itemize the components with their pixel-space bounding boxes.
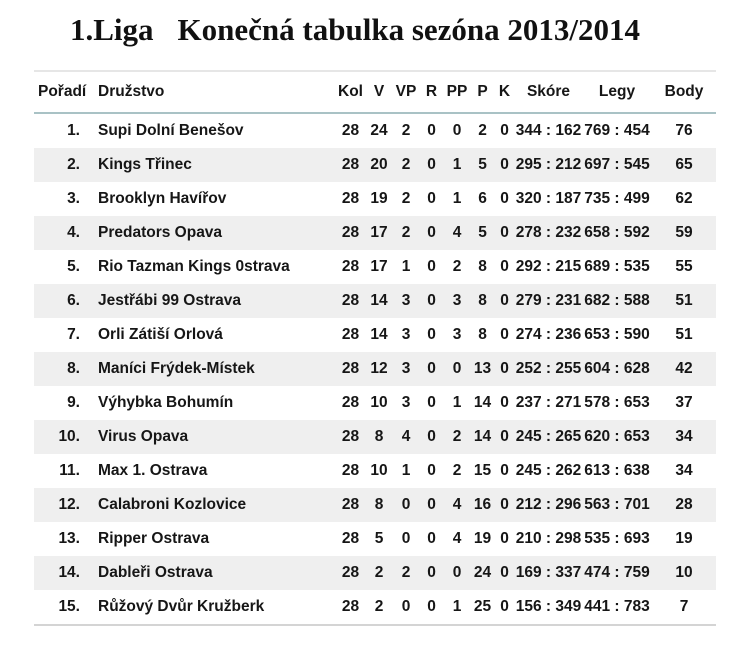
cell-body: 28 bbox=[675, 496, 693, 513]
cell-skore: 212 : 296 bbox=[515, 496, 582, 513]
cell-pp: 1 bbox=[452, 394, 462, 411]
cell-legy: 563 : 701 bbox=[584, 496, 650, 513]
page-title-league: 1.Liga bbox=[70, 12, 154, 47]
cell-rank: 15. bbox=[58, 598, 80, 615]
cell-pp: 0 bbox=[452, 360, 462, 377]
cell-body: 51 bbox=[675, 292, 693, 309]
cell-kol: 28 bbox=[341, 564, 360, 581]
cell-p: 24 bbox=[473, 564, 492, 581]
cell-k: 0 bbox=[500, 326, 509, 343]
cell-team: Calabroni Kozlovice bbox=[98, 496, 247, 513]
cell-r: 0 bbox=[427, 564, 436, 581]
cell-kol: 28 bbox=[341, 190, 360, 207]
cell-skore: 295 : 212 bbox=[515, 156, 582, 173]
table-row bbox=[34, 182, 716, 216]
cell-body: 34 bbox=[675, 428, 693, 445]
cell-kol: 28 bbox=[341, 598, 360, 615]
cell-k: 0 bbox=[500, 598, 509, 615]
cell-body: 7 bbox=[679, 598, 689, 615]
cell-vp: 2 bbox=[401, 156, 411, 173]
cell-kol: 28 bbox=[341, 292, 360, 309]
cell-vp: 1 bbox=[401, 258, 411, 275]
col-header-rank: Pořadí bbox=[34, 71, 94, 113]
table-row bbox=[34, 420, 716, 454]
cell-body: 59 bbox=[675, 224, 693, 241]
cell-vp: 3 bbox=[401, 326, 411, 343]
cell-p: 13 bbox=[473, 360, 492, 377]
cell-k: 0 bbox=[500, 224, 509, 241]
cell-legy: 620 : 653 bbox=[584, 428, 650, 445]
cell-team: Max 1. Ostrava bbox=[98, 462, 208, 479]
cell-skore: 252 : 255 bbox=[515, 360, 582, 377]
cell-k: 0 bbox=[500, 394, 509, 411]
cell-rank: 13. bbox=[58, 530, 80, 547]
col-header-v: V bbox=[366, 71, 392, 113]
cell-legy: 769 : 454 bbox=[584, 122, 650, 139]
col-header-team: Družstvo bbox=[94, 71, 335, 113]
cell-body: 55 bbox=[675, 258, 693, 275]
cell-body: 37 bbox=[675, 394, 693, 411]
cell-v: 20 bbox=[370, 156, 388, 173]
cell-team: Dableři Ostrava bbox=[98, 564, 213, 581]
cell-v: 17 bbox=[370, 224, 388, 241]
cell-vp: 2 bbox=[401, 224, 411, 241]
cell-skore: 245 : 262 bbox=[515, 462, 582, 479]
cell-pp: 4 bbox=[452, 224, 462, 241]
cell-rank: 8. bbox=[67, 360, 80, 377]
cell-r: 0 bbox=[427, 156, 436, 173]
cell-legy: 474 : 759 bbox=[584, 564, 650, 581]
cell-pp: 2 bbox=[452, 462, 462, 479]
cell-body: 19 bbox=[675, 530, 693, 547]
cell-k: 0 bbox=[500, 428, 509, 445]
cell-kol: 28 bbox=[341, 156, 360, 173]
cell-p: 6 bbox=[478, 190, 487, 207]
cell-kol: 28 bbox=[341, 462, 360, 479]
cell-team: Brooklyn Havířov bbox=[98, 190, 227, 207]
table-row bbox=[34, 386, 716, 420]
cell-r: 0 bbox=[427, 190, 436, 207]
table-row bbox=[34, 284, 716, 318]
standings-table bbox=[34, 70, 716, 626]
cell-team: Kings Třinec bbox=[98, 156, 192, 173]
col-header-legy: Legy bbox=[582, 71, 652, 113]
cell-r: 0 bbox=[427, 462, 436, 479]
cell-vp: 1 bbox=[401, 462, 411, 479]
cell-k: 0 bbox=[500, 496, 509, 513]
cell-k: 0 bbox=[500, 360, 509, 377]
cell-p: 16 bbox=[473, 496, 492, 513]
cell-rank: 7. bbox=[67, 326, 80, 343]
cell-pp: 1 bbox=[452, 156, 462, 173]
cell-rank: 10. bbox=[58, 428, 80, 445]
cell-vp: 0 bbox=[401, 530, 411, 547]
cell-v: 14 bbox=[370, 292, 388, 309]
cell-v: 10 bbox=[370, 394, 388, 411]
cell-skore: 278 : 232 bbox=[515, 224, 582, 241]
cell-legy: 578 : 653 bbox=[584, 394, 650, 411]
cell-body: 65 bbox=[675, 156, 693, 173]
cell-r: 0 bbox=[427, 496, 436, 513]
table-row bbox=[34, 488, 716, 522]
cell-p: 8 bbox=[478, 326, 487, 343]
cell-team: Výhybka Bohumín bbox=[98, 394, 234, 411]
cell-pp: 1 bbox=[452, 598, 462, 615]
cell-team: Maníci Frýdek-Místek bbox=[98, 360, 255, 377]
cell-skore: 169 : 337 bbox=[515, 564, 582, 581]
cell-skore: 320 : 187 bbox=[515, 190, 582, 207]
cell-v: 10 bbox=[370, 462, 388, 479]
cell-pp: 3 bbox=[452, 292, 462, 309]
cell-p: 14 bbox=[473, 428, 492, 445]
cell-rank: 4. bbox=[67, 224, 80, 241]
cell-vp: 0 bbox=[401, 598, 411, 615]
cell-v: 2 bbox=[374, 598, 384, 615]
table-row bbox=[34, 113, 716, 148]
cell-r: 0 bbox=[427, 258, 436, 275]
cell-team: Ripper Ostrava bbox=[98, 530, 210, 547]
col-header-body: Body bbox=[652, 71, 716, 113]
cell-kol: 28 bbox=[341, 258, 360, 275]
cell-p: 19 bbox=[473, 530, 492, 547]
cell-pp: 2 bbox=[452, 428, 462, 445]
cell-pp: 0 bbox=[452, 122, 462, 139]
cell-body: 34 bbox=[675, 462, 693, 479]
cell-pp: 3 bbox=[452, 326, 462, 343]
cell-body: 10 bbox=[675, 564, 693, 581]
cell-k: 0 bbox=[500, 156, 509, 173]
cell-v: 2 bbox=[374, 564, 384, 581]
cell-v: 12 bbox=[370, 360, 388, 377]
cell-v: 17 bbox=[370, 258, 388, 275]
cell-rank: 2. bbox=[67, 156, 80, 173]
table-row bbox=[34, 352, 716, 386]
cell-body: 42 bbox=[675, 360, 693, 377]
cell-skore: 237 : 271 bbox=[515, 394, 582, 411]
cell-k: 0 bbox=[500, 122, 509, 139]
cell-legy: 653 : 590 bbox=[584, 326, 650, 343]
cell-r: 0 bbox=[427, 122, 436, 139]
cell-skore: 156 : 349 bbox=[515, 598, 582, 615]
cell-r: 0 bbox=[427, 598, 436, 615]
cell-pp: 0 bbox=[452, 564, 462, 581]
cell-skore: 245 : 265 bbox=[515, 428, 582, 445]
cell-skore: 279 : 231 bbox=[515, 292, 582, 309]
cell-legy: 604 : 628 bbox=[584, 360, 650, 377]
cell-legy: 735 : 499 bbox=[584, 190, 650, 207]
cell-p: 14 bbox=[473, 394, 492, 411]
cell-team: Predators Opava bbox=[98, 224, 223, 241]
table-row bbox=[34, 522, 716, 556]
cell-vp: 2 bbox=[401, 122, 411, 139]
cell-pp: 4 bbox=[452, 530, 462, 547]
cell-r: 0 bbox=[427, 326, 436, 343]
cell-kol: 28 bbox=[341, 326, 360, 343]
cell-rank: 11. bbox=[59, 462, 80, 479]
col-header-pp: PP bbox=[443, 71, 471, 113]
cell-v: 8 bbox=[374, 428, 384, 445]
cell-team: Rio Tazman Kings 0strava bbox=[98, 258, 290, 275]
cell-p: 15 bbox=[473, 462, 492, 479]
table-row bbox=[34, 148, 716, 182]
cell-r: 0 bbox=[427, 292, 436, 309]
table-row bbox=[34, 250, 716, 284]
cell-body: 51 bbox=[675, 326, 693, 343]
cell-r: 0 bbox=[427, 224, 436, 241]
cell-k: 0 bbox=[500, 190, 509, 207]
cell-r: 0 bbox=[427, 360, 436, 377]
cell-rank: 1. bbox=[67, 122, 80, 139]
table-row bbox=[34, 556, 716, 590]
cell-vp: 0 bbox=[401, 496, 411, 513]
cell-p: 25 bbox=[473, 598, 492, 615]
table-row bbox=[34, 318, 716, 352]
cell-vp: 2 bbox=[401, 564, 411, 581]
cell-vp: 3 bbox=[401, 292, 411, 309]
cell-kol: 28 bbox=[341, 122, 360, 139]
cell-k: 0 bbox=[500, 564, 509, 581]
cell-skore: 344 : 162 bbox=[515, 122, 582, 139]
cell-skore: 274 : 236 bbox=[515, 326, 582, 343]
cell-vp: 4 bbox=[401, 428, 411, 445]
cell-legy: 441 : 783 bbox=[584, 598, 650, 615]
cell-skore: 292 : 215 bbox=[515, 258, 582, 275]
cell-team: Orli Zátiší Orlová bbox=[98, 326, 223, 343]
cell-r: 0 bbox=[427, 428, 436, 445]
cell-team: Jestřábi 99 Ostrava bbox=[98, 292, 242, 309]
cell-k: 0 bbox=[500, 258, 509, 275]
table-header-row bbox=[34, 71, 716, 113]
cell-k: 0 bbox=[500, 530, 509, 547]
cell-kol: 28 bbox=[341, 394, 360, 411]
cell-legy: 682 : 588 bbox=[584, 292, 650, 309]
cell-r: 0 bbox=[427, 530, 436, 547]
cell-r: 0 bbox=[427, 394, 436, 411]
cell-kol: 28 bbox=[341, 530, 360, 547]
page-title bbox=[70, 12, 640, 48]
cell-v: 19 bbox=[370, 190, 388, 207]
col-header-vp: VP bbox=[392, 71, 420, 113]
cell-rank: 3. bbox=[67, 190, 80, 207]
col-header-kol: Kol bbox=[335, 71, 366, 113]
cell-v: 5 bbox=[374, 530, 384, 547]
cell-k: 0 bbox=[500, 292, 509, 309]
cell-vp: 3 bbox=[401, 394, 411, 411]
cell-rank: 5. bbox=[67, 258, 80, 275]
cell-legy: 697 : 545 bbox=[584, 156, 650, 173]
cell-skore: 210 : 298 bbox=[515, 530, 582, 547]
cell-team: Supi Dolní Benešov bbox=[98, 122, 244, 139]
cell-legy: 658 : 592 bbox=[584, 224, 650, 241]
cell-body: 76 bbox=[675, 122, 693, 139]
cell-vp: 2 bbox=[401, 190, 411, 207]
table-row bbox=[34, 454, 716, 488]
cell-k: 0 bbox=[500, 462, 509, 479]
cell-pp: 1 bbox=[452, 190, 462, 207]
cell-pp: 4 bbox=[452, 496, 462, 513]
cell-v: 24 bbox=[370, 122, 388, 139]
table-row bbox=[34, 216, 716, 250]
col-header-p: P bbox=[471, 71, 494, 113]
cell-legy: 613 : 638 bbox=[584, 462, 650, 479]
cell-v: 8 bbox=[374, 496, 384, 513]
cell-legy: 535 : 693 bbox=[584, 530, 650, 547]
cell-rank: 9. bbox=[67, 394, 80, 411]
cell-body: 62 bbox=[675, 190, 693, 207]
cell-p: 2 bbox=[478, 122, 487, 139]
cell-p: 5 bbox=[478, 224, 487, 241]
cell-p: 5 bbox=[478, 156, 487, 173]
cell-team: Virus Opava bbox=[98, 428, 189, 445]
cell-p: 8 bbox=[478, 292, 487, 309]
col-header-r: R bbox=[420, 71, 443, 113]
cell-rank: 14. bbox=[58, 564, 80, 581]
cell-v: 14 bbox=[370, 326, 388, 343]
cell-rank: 6. bbox=[67, 292, 80, 309]
cell-kol: 28 bbox=[341, 496, 360, 513]
cell-p: 8 bbox=[478, 258, 487, 275]
table-row bbox=[34, 590, 716, 625]
cell-pp: 2 bbox=[452, 258, 462, 275]
table-body bbox=[34, 113, 716, 625]
cell-rank: 12. bbox=[58, 496, 80, 513]
cell-kol: 28 bbox=[341, 360, 360, 377]
cell-legy: 689 : 535 bbox=[584, 258, 650, 275]
cell-vp: 3 bbox=[401, 360, 411, 377]
cell-kol: 28 bbox=[341, 224, 360, 241]
cell-kol: 28 bbox=[341, 428, 360, 445]
col-header-k: K bbox=[494, 71, 515, 113]
page-title-text: Konečná tabulka sezóna 2013/2014 bbox=[177, 12, 641, 47]
col-header-skore: Skóre bbox=[515, 71, 582, 113]
cell-team: Růžový Dvůr Kružberk bbox=[98, 598, 265, 615]
